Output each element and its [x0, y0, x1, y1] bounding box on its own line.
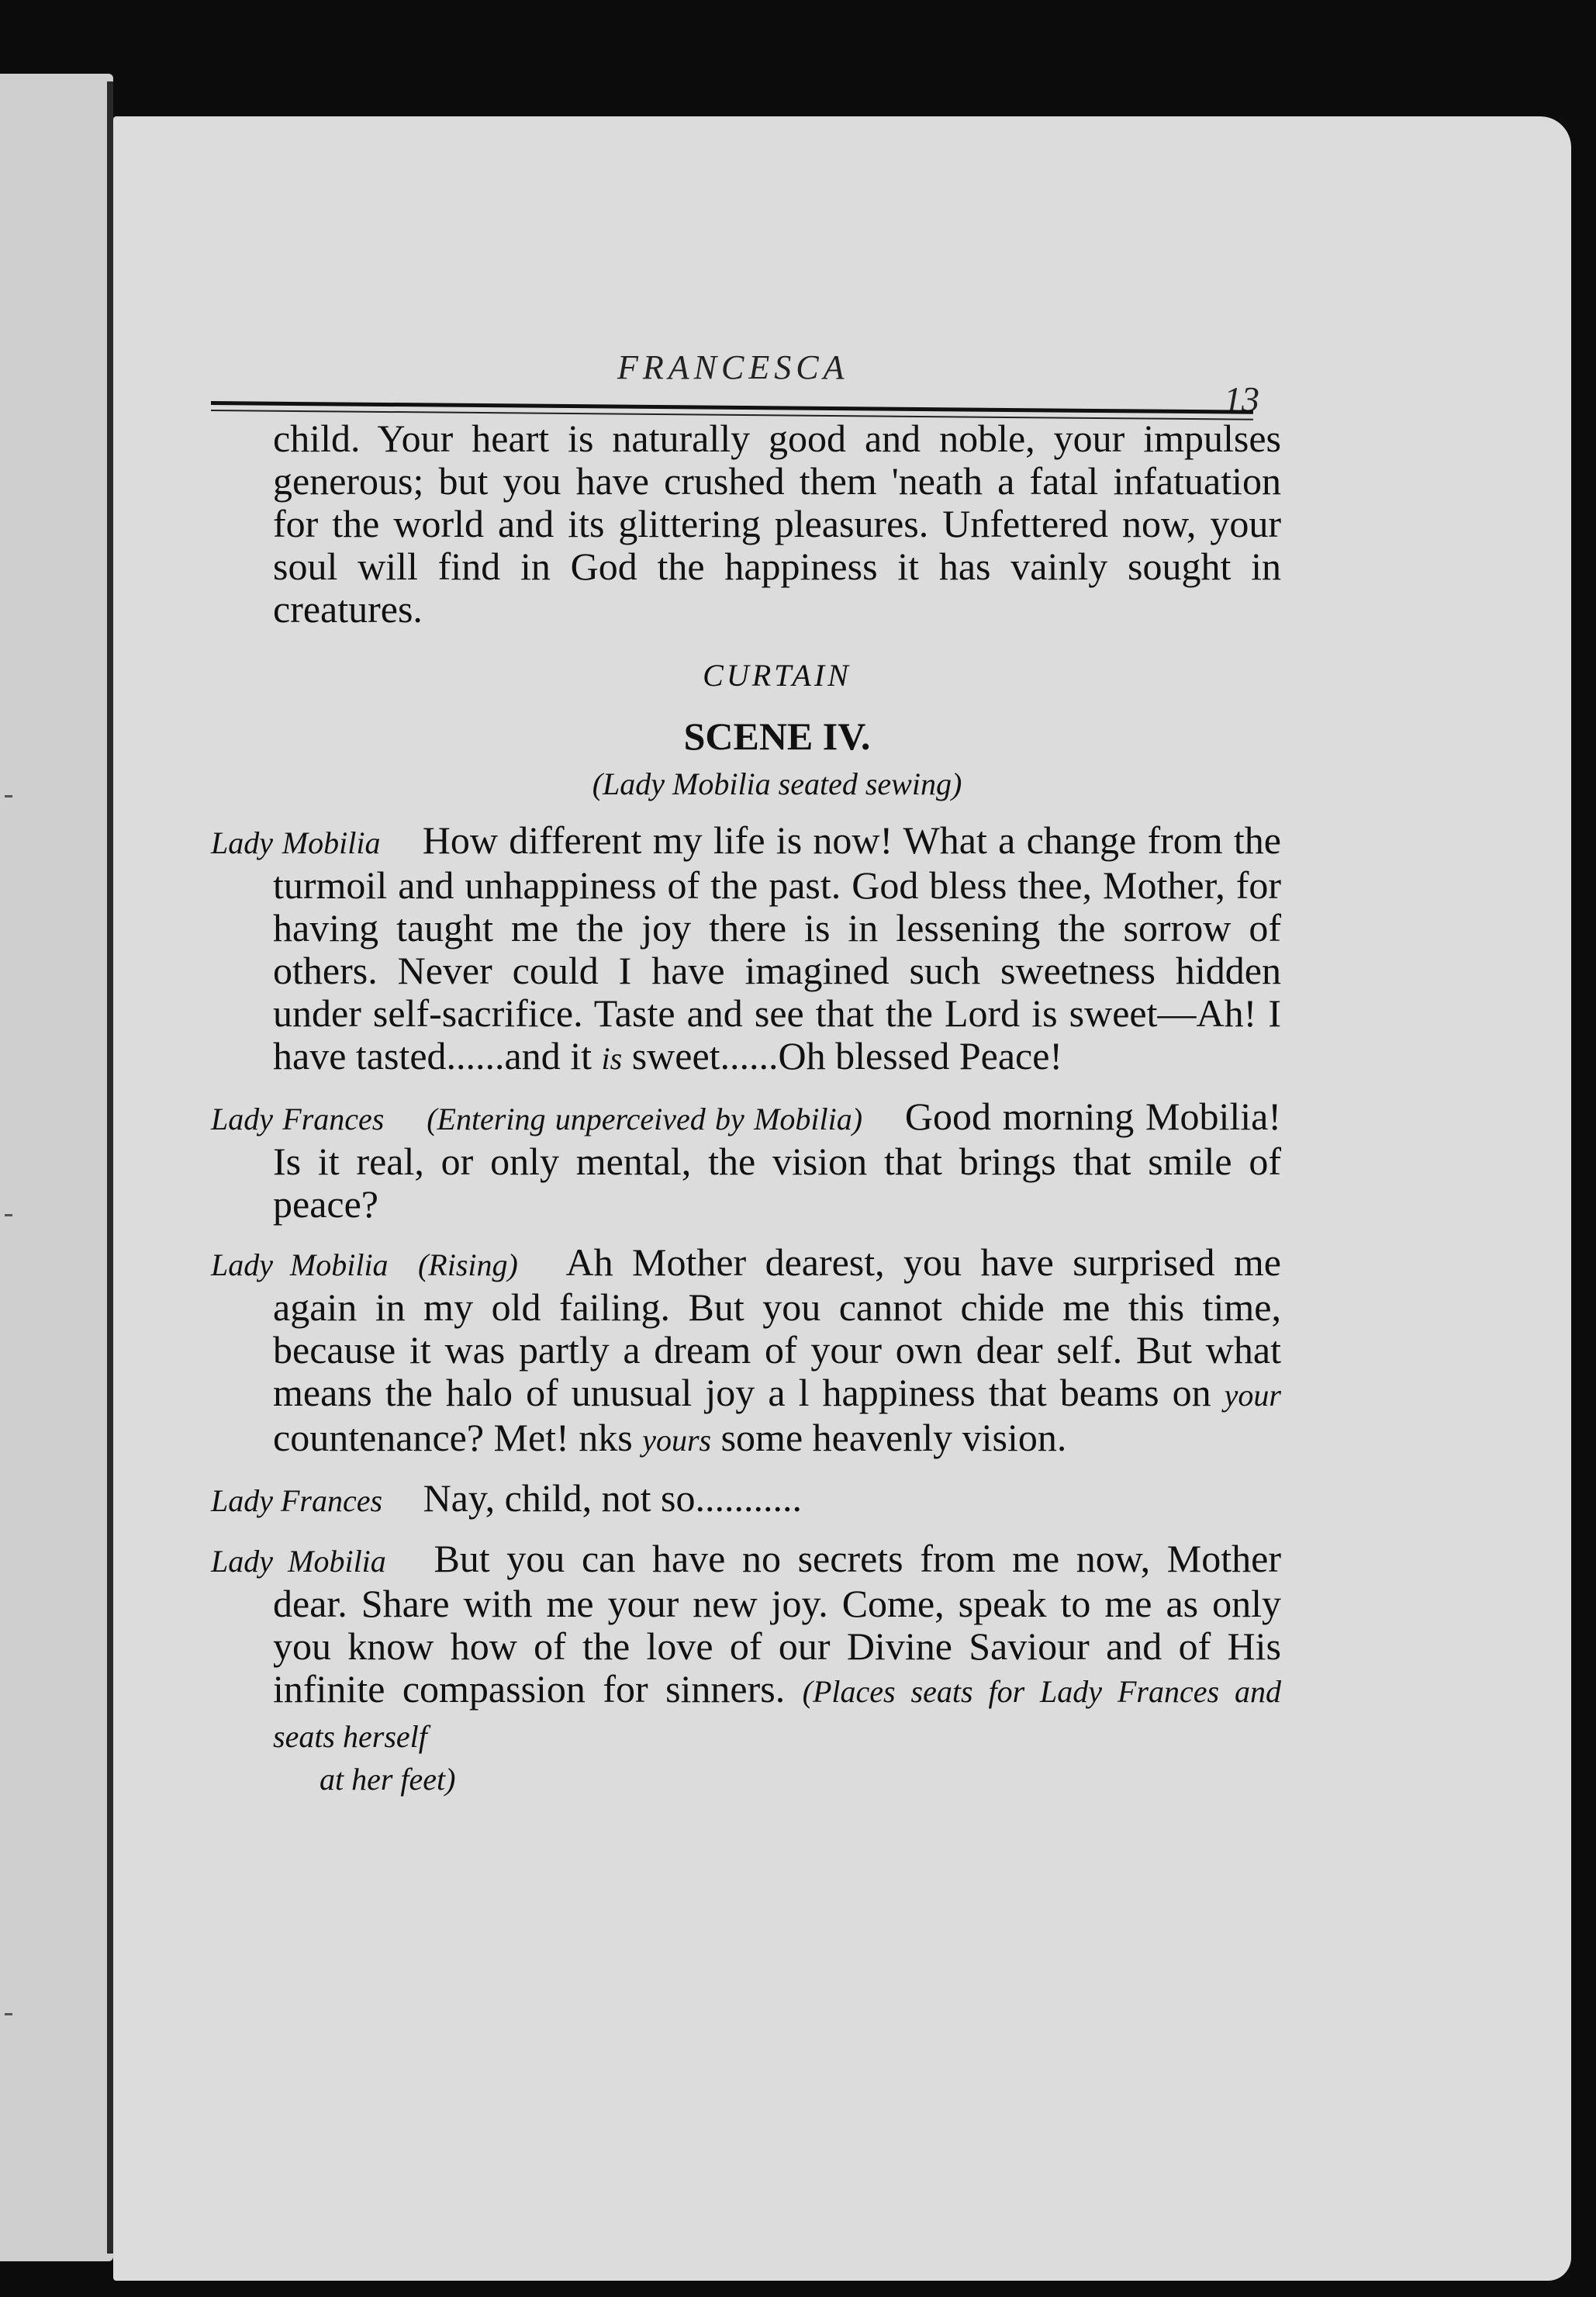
stage-direction: (Entering unperceived by Mobilia)	[427, 1102, 863, 1136]
stage-direction: (Places seats for Lady Frances and seats herself	[273, 1674, 1281, 1754]
speech-text: Ah Mother dearest, you have surprised me again in my old failing. But you cannot chide me this time, because it was partly a dream of your own dear self. But what means the halo of unusual joy a l happiness that beams on	[273, 1240, 1281, 1414]
speaker-name: Lady Mobilia	[211, 825, 381, 860]
speech-text-cont: sweet......Oh blessed Peace!	[622, 1034, 1063, 1078]
speech-emphasis: your	[1224, 1378, 1281, 1413]
speech-2	[211, 1095, 1282, 1226]
page-text	[211, 417, 1282, 1801]
page-number: 13	[1224, 379, 1259, 419]
speech-3	[211, 1240, 1281, 1462]
opening-paragraph: child. Your heart is naturally good and noble, your impulses generous; but you have crushed them 'neath a fatal infatuation for the world and its glittering pleasures. Unfettered now, your soul will find in God the happiness it has vainly sought in creatures.	[273, 417, 1281, 631]
speech-text: How different my life is now! What a change from the turmoil and unhappiness of the past. God bless thee, Mother, for having taught me the joy there is in lessening the sorrow of others. Never could I have imagined such sweetness hidden under self-sacrifice. Taste and see that the Lord is sweet—Ah! I have tasted......and it	[273, 818, 1281, 1078]
speech-text: But you can have no secrets from me now, Mother dear. Share with me your new joy. Come, speak to me as only you know how of the love of our Divine Saviour and of His infinite compassion for sinners.	[273, 1537, 1281, 1711]
speaker-name: Lady Frances	[211, 1483, 383, 1518]
speech-4	[211, 1476, 1281, 1522]
speech-emphasis-2: yours	[642, 1423, 712, 1458]
speech-1	[211, 818, 1281, 1080]
speech-5	[211, 1537, 1281, 1758]
speech-text: Nay, child, not so...........	[423, 1476, 802, 1520]
scene-title: SCENE IV.	[683, 714, 871, 758]
book-spine	[107, 81, 113, 2254]
closing-stage-direction: at her feet)	[320, 1762, 456, 1797]
speech-emphasis: is	[601, 1041, 623, 1076]
speaker-name: Lady Mobilia	[211, 1544, 386, 1579]
curtain-line: CURTAIN	[703, 658, 852, 693]
scene-stage-direction: (Lady Mobilia seated sewing)	[592, 766, 962, 801]
speaker-name: Lady Mobilia	[211, 1247, 389, 1282]
speech-text-end: some heavenly vision.	[711, 1416, 1067, 1459]
speech-text: Good morning Mobilia! Is it real, or only mental, the vision that brings that smile of peace?	[273, 1095, 1282, 1226]
adjacent-page-edge	[0, 74, 113, 2261]
stage-direction: (Rising)	[417, 1247, 518, 1282]
speaker-name: Lady Frances	[211, 1102, 385, 1136]
page-edge-mark	[5, 795, 12, 797]
book-page	[113, 116, 1571, 2281]
speech-text-cont: countenance? Met! nks	[273, 1416, 643, 1459]
running-title: FRANCESCA	[617, 348, 849, 386]
page-edge-mark	[5, 2013, 12, 2015]
page-edge-mark	[5, 1214, 12, 1216]
